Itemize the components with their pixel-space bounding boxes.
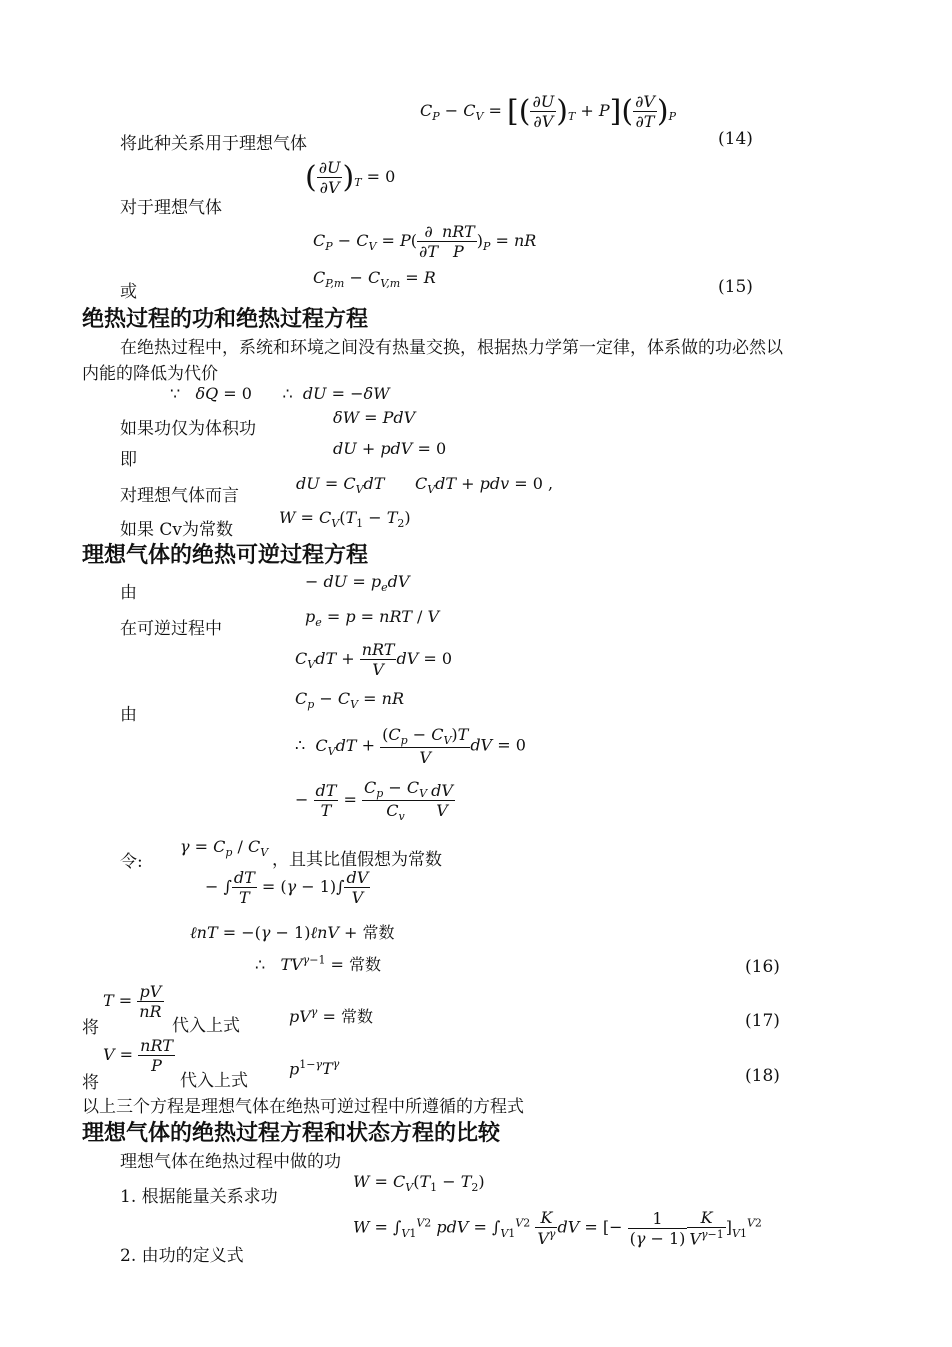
eq-number-15: (15): [718, 277, 753, 297]
text-jiang-1: 将: [82, 1018, 99, 1038]
heading-comparison: 理想气体的绝热过程方程和状态方程的比较: [82, 1121, 501, 1146]
text-for-ideal-gas: 对于理想气体: [120, 198, 222, 218]
text-const-2: 常数: [349, 955, 382, 974]
text-or: 或: [120, 282, 137, 302]
eq-cp-cv-nr-2: $C_p - C_V$ = nR: [295, 689, 405, 712]
eq-dw-pdv: δW = PdV: [333, 408, 416, 427]
eq-t-pv-nr: T = $\frac{pV}{nR}$: [103, 982, 162, 1021]
eq-pv-gamma: $pV^\gamma$ = 常数: [289, 1005, 373, 1026]
text-ji: 即: [120, 450, 137, 470]
eq-dt-over-t: − $\frac{dT}{T}$ = $\frac{C_p - C_V}{C_v}$ $\frac{dV}{V}$: [295, 778, 453, 824]
eq-dq-zero: ∵ δQ = 0 ∴ dU = −δW: [170, 384, 390, 403]
text-you-1: 由: [120, 583, 137, 603]
text-apply-ideal-gas: 将此种关系用于理想气体: [120, 134, 307, 154]
text-for-ideal-gas-2: 对理想气体而言: [120, 486, 239, 506]
eq-number-16: (16): [745, 957, 780, 977]
eq-work-cv: $W = C_V(T_1 - T_2)$: [279, 508, 411, 531]
para-adiabatic-2: 内能的降低为代价: [82, 364, 218, 384]
text-reversible: 在可逆过程中: [120, 619, 222, 639]
text-work-intro: 理想气体在绝热过程中做的功: [120, 1152, 341, 1172]
heading-adiabatic-work: 绝热过程的功和绝热过程方程: [82, 307, 369, 332]
heading-reversible-adiabatic: 理想气体的绝热可逆过程方程: [82, 543, 369, 568]
eq-number-17: (17): [745, 1011, 780, 1031]
eq-du-pdv: dU + pdV = 0: [333, 439, 447, 458]
eq-molar-cp-cv: $C_{P,m} - C_{V,m} = R$: [313, 268, 436, 291]
text-jiang-2: 将: [82, 1073, 99, 1093]
eq-number-18: (18): [745, 1066, 780, 1086]
eq-ln-t: ℓnT = −(γ − 1)ℓnV + 常数: [190, 923, 395, 942]
text-you-2: 由: [120, 705, 137, 725]
eq-therefore-cvdt: ∴ $C_VdT$ + $\frac{(C_p - C_V)T}{V}$ dV = 0: [295, 725, 526, 768]
list-item-1: 1. 根据能量关系求功: [120, 1187, 278, 1207]
eq-work-definition: $W = \int_{V1}^{V2}$ pdV = $\int_{V1}^{V2}$ $\frac{K}{V^\gamma}$ dV = [− $\frac{1}{(\gamma - 1)}$ $\frac{K}{V^{\gamma-1}}$ ]$_{V1}^{V2}$: [353, 1208, 762, 1249]
eq-number-14: (14): [718, 129, 753, 149]
text-substitute-1: 代入上式: [172, 1016, 240, 1036]
text-substitute-2: 代入上式: [180, 1071, 248, 1091]
eq-du-cvdt: dU = $C_VdT$ $C_VdT$ + pdv = 0 ,: [296, 474, 554, 497]
text-let: 令:: [120, 852, 143, 872]
eq-p-t-gamma: $p^{1-\gamma}T^\gamma$: [289, 1058, 340, 1079]
eq-integral: − ∫ $\frac{dT}{T}$ = (γ − 1)∫ $\frac{dV}{V}$: [205, 868, 369, 907]
text-if-cv-const: 如果 Cv为常数: [120, 520, 234, 540]
eq-tv-gamma: ∴ $TV^{\gamma-1}$ = 常数: [255, 953, 382, 974]
eq-work-energy: $W = C_V(T_1 - T_2)$: [353, 1172, 485, 1195]
eq-cp-cv-nr: $C_P - C_V = P$( $\frac{\partial}{\partial T}$ $\frac{\text{nRT}}{P}$ )$_P$ = nR: [313, 222, 537, 261]
eq-pe-p: $p_e = p$ = nRT / V: [305, 607, 440, 630]
para-adiabatic-1: 在绝热过程中，系统和环境之间没有热量交换，根据热力学第一定律，体系做的功必然以: [120, 338, 783, 358]
eq-gamma-def: $\gamma = C_p / C_V$: [180, 837, 269, 860]
eq-cp-cv-general: $C_P - C_V$ = [( $\frac{\partial U}{\partial V}$ )$_T + P$]( $\frac{\partial V}{\partial T}$ )$_P$: [420, 92, 677, 131]
text-volume-work: 如果功仅为体积功: [120, 419, 256, 439]
text-const-1: 常数: [362, 923, 395, 942]
text-summary: 以上三个方程是理想气体在绝热可逆过程中所遵循的方程式: [82, 1097, 524, 1117]
eq-cvdt-nrt: $C_VdT$ + $\frac{\text{nRT}}{V}$ dV = 0: [295, 640, 453, 679]
eq-du-pedv: − dU = $p_edV$: [305, 572, 410, 595]
text-ratio-constant: ，且其比值假想为常数: [272, 850, 442, 870]
eq-v-nrt-p: V = $\frac{\text{nRT}}{P}$: [103, 1036, 173, 1075]
list-item-2: 2. 由功的定义式: [120, 1246, 244, 1266]
eq-dudv-zero: ( $\frac{\partial U}{\partial V}$ )$_T = 0$: [305, 158, 396, 197]
text-const-3: 常数: [340, 1007, 373, 1026]
